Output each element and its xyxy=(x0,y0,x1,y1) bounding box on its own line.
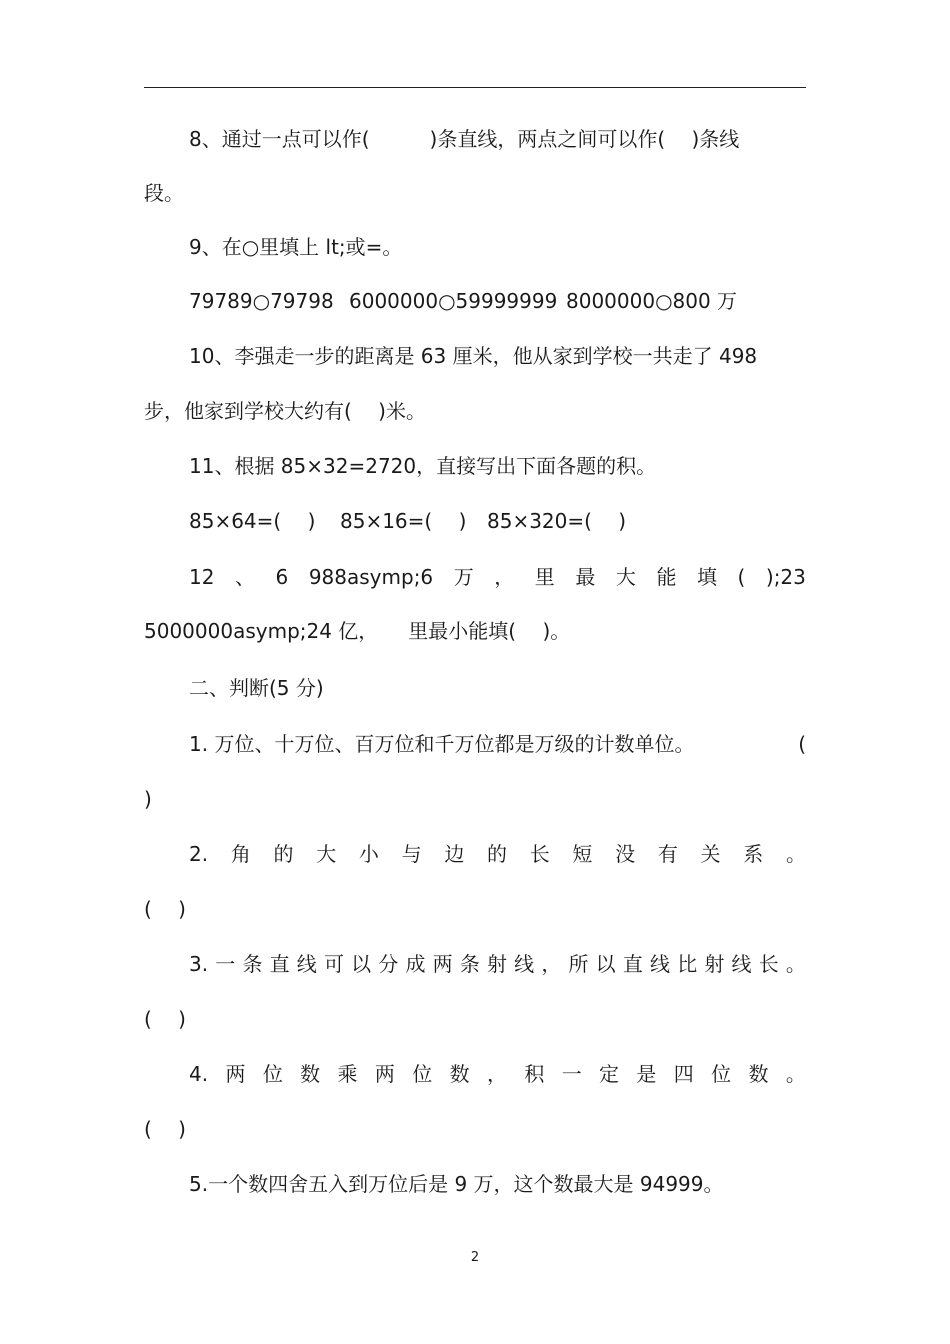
judge-4-char: 四 xyxy=(673,1062,694,1086)
q10-line2: 步，他家到学校大约有( )米。 xyxy=(144,399,426,423)
q12-part: ， xyxy=(494,565,515,589)
q8-line2: 段。 xyxy=(144,181,184,205)
judge-3-char: 线 xyxy=(650,952,671,976)
judge-4-char: 定 xyxy=(599,1062,620,1086)
judge-4-char: 积 xyxy=(524,1062,545,1086)
header-rule xyxy=(144,87,806,88)
q9-item: 79789○79798 xyxy=(189,289,334,313)
judge-3-char: 线 xyxy=(296,952,317,976)
judge-3-char: 所 xyxy=(568,952,589,976)
judge-3-char: 条 xyxy=(242,952,263,976)
judge-4-char: 位 xyxy=(711,1062,732,1086)
judge-2-char: 与 xyxy=(401,842,422,866)
q12-part: 988asymp;6 xyxy=(308,565,434,589)
judge-3-char: 以 xyxy=(351,952,372,976)
judge-4-char: ， xyxy=(486,1062,507,1086)
q9-item: 8000000○800 万 xyxy=(566,289,738,313)
judge-3-char: 分 xyxy=(378,952,399,976)
judge-3-char: 一 xyxy=(215,952,236,976)
judge-4-char: 。 xyxy=(785,1062,806,1086)
judge-3-char: ， xyxy=(541,952,562,976)
q12-part: );23 xyxy=(765,565,806,589)
q12-part: 最 xyxy=(575,565,596,589)
judge-3-char: 条 xyxy=(459,952,480,976)
q12-part: 万 xyxy=(453,565,474,589)
judge-3-char: 。 xyxy=(785,952,806,976)
q9-item: 6000000○59999999 xyxy=(349,289,558,313)
q12-part: 、 xyxy=(235,565,255,589)
judge-4-char: 数 xyxy=(300,1062,321,1086)
judge-2-char: 关 xyxy=(700,842,721,866)
judge-1-text: 1. 万位、十万位、百万位和千万位都是万级的计数单位。 xyxy=(189,732,695,756)
judge-3-char: 3. xyxy=(189,952,209,976)
judge-3-char: 以 xyxy=(595,952,616,976)
q12-line2: 5000000asymp;24 亿， 里最小能填( )。 xyxy=(144,619,571,643)
judge-3-char: 线 xyxy=(731,952,752,976)
section-title: 二、判断(5 分) xyxy=(189,676,324,700)
q12-part: 大 xyxy=(615,565,636,589)
judge-4-char: 位 xyxy=(262,1062,283,1086)
judge-4-char: 两 xyxy=(374,1062,395,1086)
q12-part: 6 xyxy=(275,565,289,589)
judge-2-char: 的 xyxy=(273,842,294,866)
judge-4-char: 一 xyxy=(561,1062,582,1086)
q11-item: 85×16=( ) xyxy=(340,509,467,533)
judge-3-char: 成 xyxy=(405,952,426,976)
judge-3-char: 射 xyxy=(486,952,507,976)
judge-4-char: 4. xyxy=(189,1062,209,1086)
judge-3-paren: ( ) xyxy=(144,1007,186,1031)
q12-part: 里 xyxy=(534,565,555,589)
judge-2-char: 2. xyxy=(189,842,209,866)
q12-part: 能 xyxy=(656,565,677,589)
judge-2-char: 大 xyxy=(316,842,337,866)
judge-2-char: 长 xyxy=(529,842,550,866)
judge-3-line1 xyxy=(144,951,806,977)
judge-2-char: 的 xyxy=(487,842,508,866)
q11-line1: 11、根据 85×32=2720，直接写出下面各题的积。 xyxy=(189,454,657,478)
judge-3-char: 直 xyxy=(269,952,290,976)
judge-1-paren-close: ) xyxy=(144,787,152,811)
judge-2-char: 短 xyxy=(572,842,593,866)
judge-2-char: 没 xyxy=(615,842,636,866)
judge-2-paren: ( ) xyxy=(144,897,186,921)
judge-4-char: 乘 xyxy=(337,1062,358,1086)
judge-3-char: 可 xyxy=(323,952,344,976)
judge-2-char: 有 xyxy=(657,842,678,866)
q9-line1: 9、在○里填上 lt;或=。 xyxy=(189,235,403,259)
q12-part: 12 xyxy=(189,565,215,589)
q8-line1: 8、通过一点可以作( )条直线，两点之间可以作( )条线 xyxy=(189,127,740,151)
judge-3-char: 直 xyxy=(622,952,643,976)
judge-2-char: 边 xyxy=(444,842,465,866)
judge-2-char: 角 xyxy=(230,842,251,866)
judge-4-line1 xyxy=(144,1061,806,1087)
judge-1-line1 xyxy=(144,731,806,757)
judge-4-char: 是 xyxy=(636,1062,657,1086)
judge-2-char: 小 xyxy=(358,842,379,866)
judge-2-char: 。 xyxy=(785,842,806,866)
q12-part: ( xyxy=(737,565,746,589)
q12-part: 填 xyxy=(696,565,717,589)
judge-5-line1: 5.一个数四舍五入到万位后是 9 万，这个数最大是 94999。 xyxy=(189,1172,724,1196)
judge-3-char: 比 xyxy=(677,952,698,976)
q10-line1: 10、李强走一步的距离是 63 厘米，他从家到学校一共走了 498 xyxy=(189,344,758,368)
page-number: 2 xyxy=(470,1250,480,1265)
judge-1-paren-open: ( xyxy=(798,732,806,756)
judge-4-char: 数 xyxy=(748,1062,769,1086)
judge-3-char: 线 xyxy=(514,952,535,976)
judge-4-char: 数 xyxy=(449,1062,470,1086)
judge-2-char: 系 xyxy=(743,842,764,866)
q12-line1 xyxy=(144,564,806,590)
judge-4-char: 位 xyxy=(412,1062,433,1086)
judge-3-char: 射 xyxy=(704,952,725,976)
judge-3-char: 长 xyxy=(758,952,779,976)
judge-4-char: 两 xyxy=(225,1062,246,1086)
q11-item: 85×64=( ) xyxy=(189,509,316,533)
q11-item: 85×320=( ) xyxy=(487,509,627,533)
judge-4-paren: ( ) xyxy=(144,1117,186,1141)
judge-3-char: 两 xyxy=(432,952,453,976)
judge-2-line1 xyxy=(144,841,806,867)
